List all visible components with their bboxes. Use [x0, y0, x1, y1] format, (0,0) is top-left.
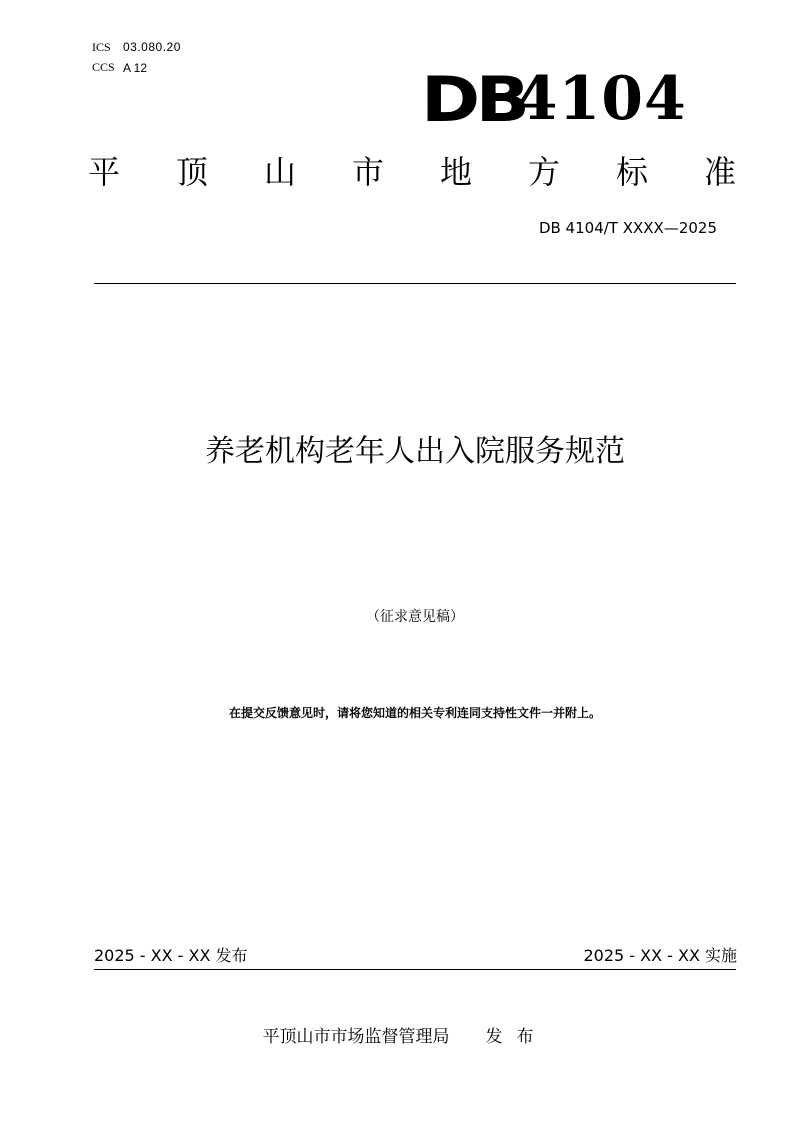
standard-type-char: 准: [704, 153, 737, 191]
ics-label: ICS: [92, 40, 111, 54]
standard-type-char: 山: [264, 153, 297, 191]
db-letters: DB: [421, 62, 526, 136]
issue-action: 发布: [485, 1027, 548, 1047]
standard-code-logo: [421, 62, 687, 136]
footer-divider: [94, 969, 736, 970]
standard-type-char: 地: [440, 153, 473, 191]
standard-type-char: 市: [352, 153, 385, 191]
db-region-number: 4104: [515, 64, 687, 134]
standard-type-char: 标: [616, 153, 649, 191]
document-number: DB 4104/T XXXX—2025: [538, 219, 717, 237]
standard-type-char: 平: [88, 153, 121, 191]
header-divider: [94, 283, 736, 284]
standard-type-heading: [88, 150, 736, 194]
document-title: 养老机构老年人出入院服务规范: [205, 434, 625, 469]
publish-date: 2025 - XX - XX 发布: [94, 946, 248, 965]
ccs-label: CCS: [92, 60, 115, 74]
issuing-organization: 平顶山市市场监督管理局: [262, 1027, 450, 1047]
feedback-notice: 在提交反馈意见时，请将您知道的相关专利连同支持性文件一并附上。: [228, 706, 601, 720]
standard-type-char: 方: [528, 153, 561, 191]
implement-date: 2025 - XX - XX 实施: [583, 946, 737, 965]
ics-code: 03.080.20: [123, 40, 181, 54]
draft-status: （征求意见稿）: [366, 609, 464, 625]
issuer-line: [0, 1025, 793, 1049]
ccs-code: A 12: [123, 61, 148, 75]
standard-type-char: 顶: [176, 153, 209, 191]
